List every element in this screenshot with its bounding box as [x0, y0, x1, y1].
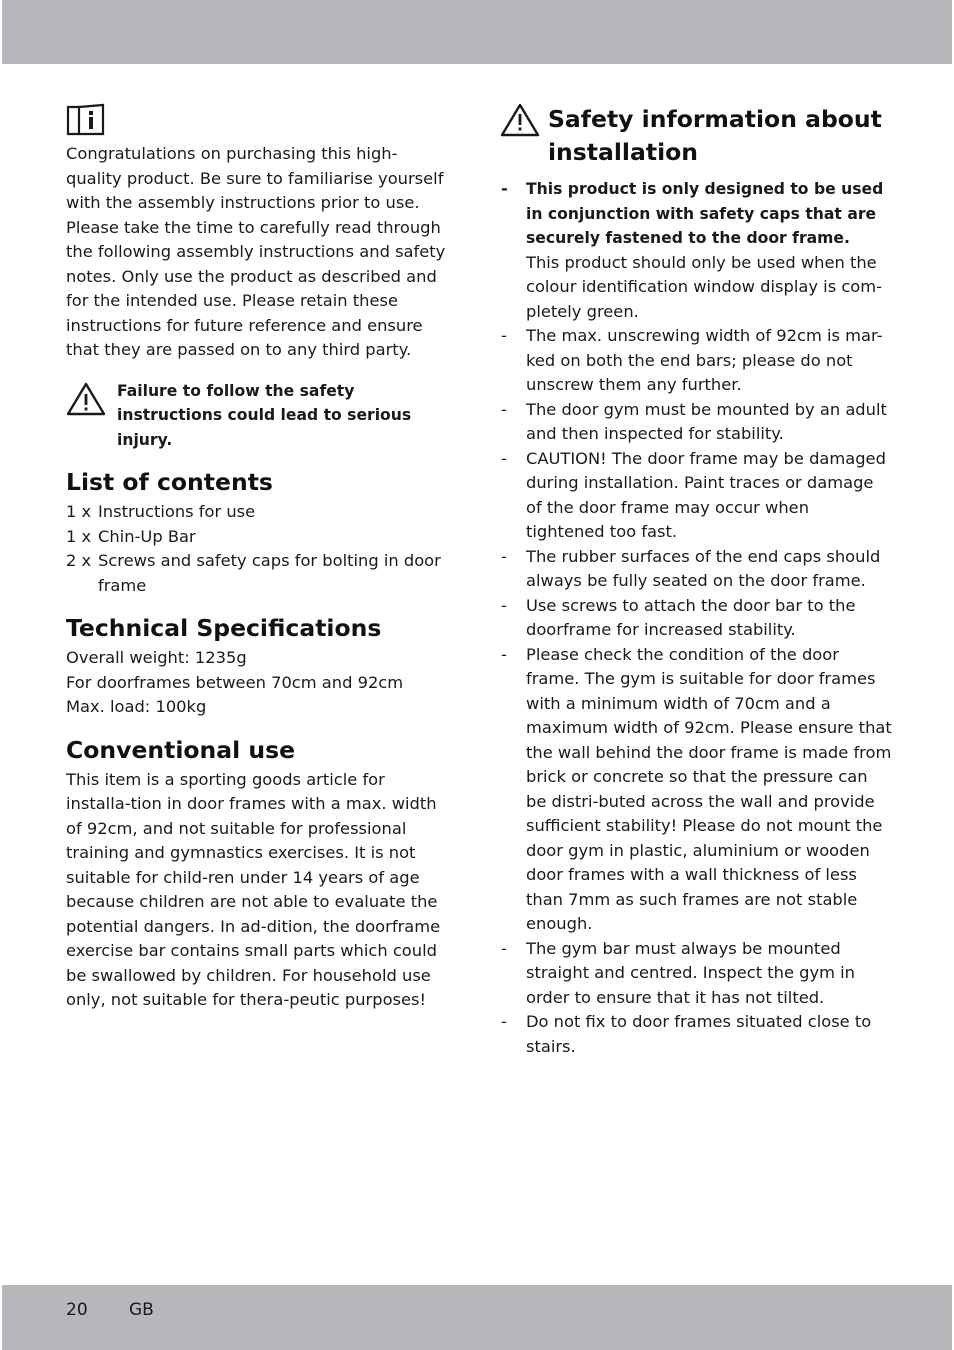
spec-max-load: Max. load: 100kg	[66, 697, 207, 716]
item-label: Screws and safety caps for bolting in door frame	[98, 551, 441, 595]
item-label: Instructions for use	[98, 502, 256, 521]
bullet-dash: -	[501, 448, 507, 468]
item-quantity: 1 x	[66, 502, 92, 521]
list-item	[66, 500, 452, 525]
list-item	[500, 937, 892, 1011]
bullet-dash: -	[501, 644, 507, 664]
bullet-text: The max. unscrewing width of 92cm is mar-ked on both the end bars; please do not unscrew them any further.	[526, 326, 883, 394]
specs-heading: Technical Specifications	[66, 614, 382, 642]
contents-heading: List of contents	[66, 468, 273, 496]
header-band	[2, 0, 952, 64]
list-item	[500, 177, 892, 324]
warning-triangle-icon	[66, 381, 106, 417]
list-item	[500, 545, 892, 594]
list-item	[500, 324, 892, 398]
right-column	[500, 103, 892, 1059]
list-item	[500, 643, 892, 937]
bullet-text: Use screws to attach the door bar to the doorframe for increased stability.	[526, 595, 856, 639]
conventional-use-text: This item is a sporting goods article for installa-tion in door frames with a max. width of 92cm, and not suitable for professional training and gymnastics exercises. It is not suitable for child-ren under 14 years of age because children are not able to evaluate the potential dangers. In ad-dition, the doorframe exercise bar contains small parts which could be swallowed by children. For household use only, not suitable for thera-peutic purposes!	[66, 769, 441, 1009]
conventional-use-heading: Conventional use	[66, 735, 296, 764]
bullet-dash: -	[501, 546, 507, 566]
bullet-dash: -	[501, 938, 507, 958]
spec-weight: Overall weight: 1235g	[66, 648, 247, 667]
bullet-dash: -	[501, 399, 507, 419]
contents-list	[66, 500, 452, 598]
safety-lead-bold: This product is only designed to be used in conjunction with safety caps that are securely fastened to the door frame.	[526, 180, 884, 247]
bullet-text: The door gym must be mounted by an adult and then inspected for stability.	[526, 399, 887, 443]
list-item	[500, 1010, 892, 1059]
spec-doorframe: For doorframes between 70cm and 92cm	[66, 672, 404, 692]
list-item	[500, 398, 892, 447]
list-item	[500, 594, 892, 643]
bullet-text: Please check the condition of the door frame. The gym is suitable for door frames with a minimum width of 70cm and a maximum width of 92cm. Please ensure that the wall behind the door frame is made from brick or concrete so that the pressure can be distri-buted across the wall and provide sufficient stability! Please do not mount the door gym in plastic, aluminium or wooden door frames with a wall thickness of less than 7mm as such frames are not stable enough.	[526, 644, 892, 933]
list-item	[66, 525, 452, 550]
warning-triangle-icon	[500, 103, 540, 137]
bullet-text: Do not fix to door frames situated close to stairs.	[526, 1012, 872, 1056]
bullet-dash: -	[501, 1012, 507, 1031]
specs-list	[66, 646, 452, 720]
list-item	[500, 447, 892, 545]
bullet-text: CAUTION! The door frame may be damaged during installation. Paint traces or damage of the door frame may occur when tightened too fast.	[526, 448, 886, 541]
safety-warning	[66, 379, 452, 453]
warning-text: Failure to follow the safety instructions could lead to serious injury.	[117, 381, 412, 449]
page-number: 20	[66, 1300, 88, 1320]
bullet-dash: -	[501, 179, 508, 198]
list-item	[66, 549, 452, 598]
bullet-text: The rubber surfaces of the end caps should always be fully seated on the door frame.	[526, 546, 881, 590]
bullet-text: The gym bar must always be mounted straight and centred. Inspect the gym in order to ensure that it has not tilted.	[526, 938, 855, 1007]
item-quantity: 2 x	[66, 551, 92, 570]
safety-heading: Safety information about installation	[548, 105, 882, 166]
safety-list	[500, 177, 892, 1059]
left-column	[66, 103, 452, 1013]
bullet-dash: -	[501, 326, 507, 345]
bullet-dash: -	[501, 595, 507, 615]
safety-heading-row	[500, 103, 892, 169]
item-quantity: 1 x	[66, 526, 92, 546]
manual-info-icon	[66, 103, 106, 137]
intro-text: Congratulations on purchasing this high-quality product. Be sure to familiarise yourself with the assembly instructions prior to use. Please take the time to carefully read through the following assembly instructions and safety notes. Only use the product as described and for the intended use. Please retain these instructions for future reference and ensure that they are passed on to any third party.	[66, 144, 446, 359]
safety-lead-text: This product should only be used when the colour identification window display is com-pletely green.	[526, 252, 882, 321]
language-code: GB	[129, 1300, 154, 1320]
item-label: Chin-Up Bar	[98, 526, 196, 546]
